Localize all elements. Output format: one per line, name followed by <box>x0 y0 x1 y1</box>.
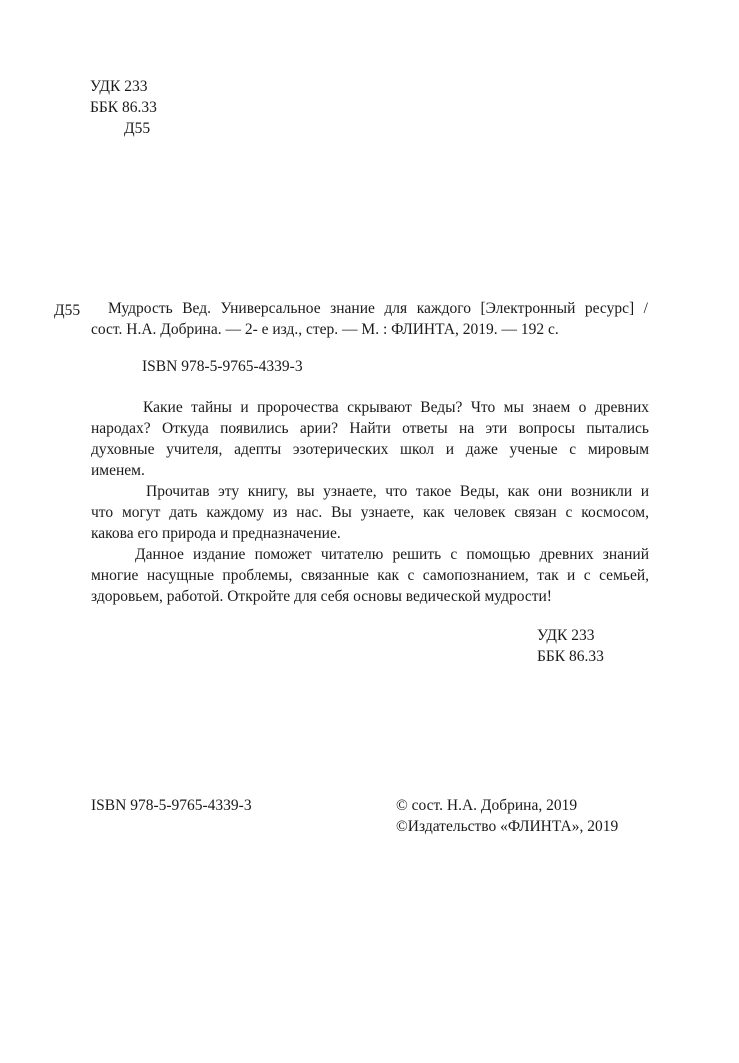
annotation-paragraph-2 <box>91 481 649 544</box>
annotation <box>91 397 649 607</box>
annotation-line: Какие тайны и пророчества скрывают Веды? Что мы знаем о древних <box>143 399 649 416</box>
annotation-line: именем. <box>91 462 145 479</box>
classification-block-bottom <box>537 625 604 667</box>
bbk-code: ББК 86.33 <box>90 99 157 116</box>
bbk-code: ББК 86.33 <box>537 648 604 665</box>
udk-code: УДК 233 <box>537 627 595 644</box>
bibliographic-record <box>91 298 648 340</box>
annotation-line: многие насущные проблемы, связанные как с самопознанием, так и с семьей, <box>91 567 649 584</box>
udk-code: УДК 233 <box>90 78 148 95</box>
annotation-line: какова его природа и предназначение. <box>91 525 341 542</box>
annotation-line: что могут дать каждому из нас. Вы узнаете, как человек связан с космосом, <box>91 504 649 521</box>
annotation-paragraph-1 <box>91 397 649 481</box>
author-sign: Д55 <box>124 120 151 137</box>
classification-block-top <box>90 76 157 139</box>
biblio-line-1: Мудрость Вед. Универсальное знание для каждого [Электронный ресурс] / <box>108 300 648 317</box>
annotation-line: здоровьем, работой. Откройте для себя основы ведической мудрости! <box>91 588 552 605</box>
isbn-bottom: ISBN 978-5-9765-4339-3 <box>91 797 252 814</box>
author-mark: Д55 <box>54 302 81 319</box>
annotation-line: народах? Откуда появились арии? Найти ответы на эти вопросы пытались <box>91 420 649 437</box>
annotation-paragraph-3 <box>91 544 649 607</box>
annotation-line: духовные учителя, адепты эзотерических школ и даже ученые с мировым <box>91 441 649 458</box>
annotation-line: Прочитав эту книгу, вы узнаете, что такое Веды, как они возникли и <box>146 483 649 500</box>
copyright-compiler: © сост. Н.А. Добрина, 2019 <box>396 797 578 814</box>
isbn-middle: ISBN 978-5-9765-4339-3 <box>142 358 303 375</box>
copyright-publisher: ©Издательство «ФЛИНТА», 2019 <box>396 818 619 835</box>
biblio-line-2: сост. Н.А. Добрина. — 2- е изд., стер. — М. : ФЛИНТА, 2019. — 192 с. <box>91 321 559 338</box>
annotation-line: Данное издание поможет читателю решить с помощью древних знаний <box>135 546 649 563</box>
copyright-block <box>396 795 618 837</box>
